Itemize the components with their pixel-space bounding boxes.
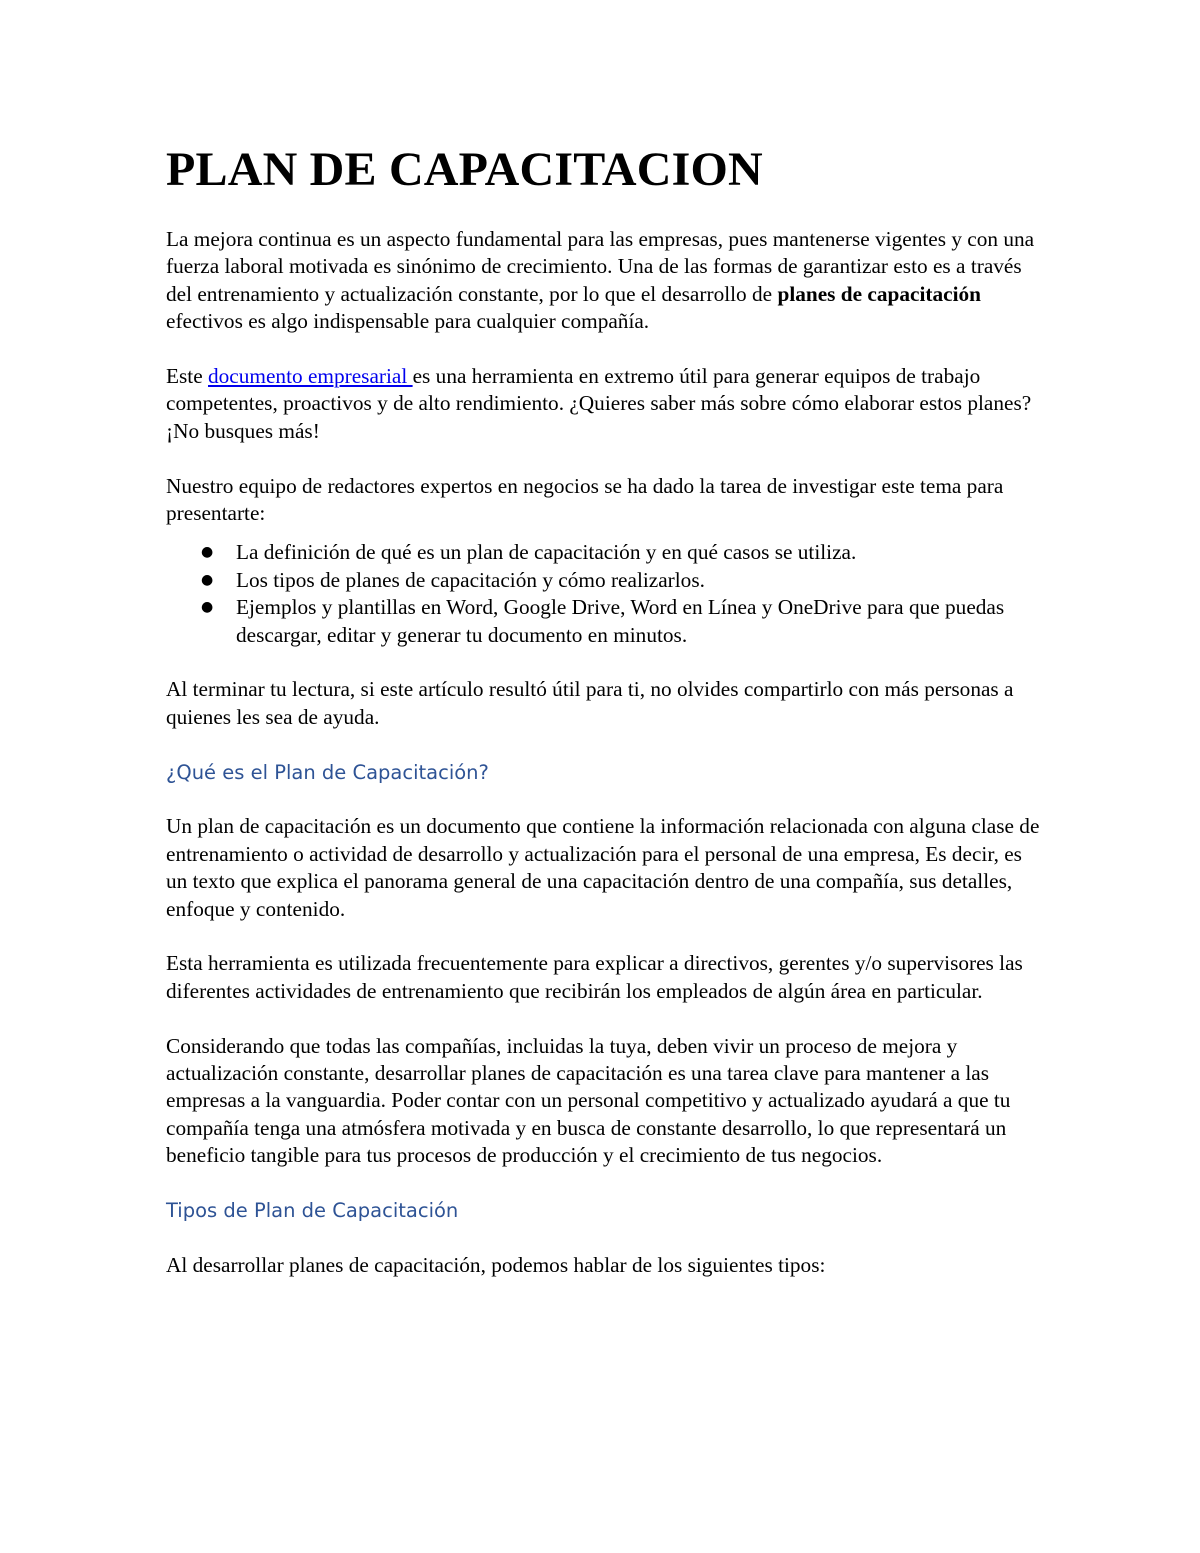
- list-item: [201, 594, 1046, 649]
- improvement-paragraph: Considerando que todas las compañías, incluidas la tuya, deben vivir un proceso de mejora y actualización constante, desarrollar planes de capacitación es una tarea clave para mantener a las empresas a la vanguardia. Poder contar con un personal competitivo y actualizado ayudará a que tu compañía tenga una atmósfera motivada y en busca de constante desarrollo, lo que representará un beneficio tangible para tus procesos de producción y el crecimiento de tus negocios.: [166, 1033, 1011, 1168]
- list-item-text: La definición de qué es un plan de capacitación y en qué casos se utiliza.: [236, 540, 857, 565]
- intro-bold-phrase: planes de capacitación: [777, 281, 981, 306]
- paragraph-text-start: Este: [166, 364, 208, 389]
- topics-list: [166, 539, 1046, 649]
- list-item-text: Ejemplos y plantillas en Word, Google Drive, Word en Línea y OneDrive para que puedas descargar, editar y generar tu documento en minutos.: [236, 595, 1005, 647]
- list-item: [201, 539, 1046, 566]
- bullet-icon: ●: [201, 571, 214, 588]
- section-heading-types: Tipos de Plan de Capacitación: [166, 1199, 459, 1223]
- document-body: [166, 138, 1046, 1307]
- paragraph-text-end: es una herramienta en extremo útil para generar equipos de trabajo competentes, proactivos y de alto rendimiento. ¿Quieres saber más sobre cómo elaborar estos planes? ¡No busques más!: [166, 364, 1032, 443]
- section-heading-definition: ¿Qué es el Plan de Capacitación?: [166, 760, 489, 784]
- page-title: PLAN DE CAPACITACION: [166, 143, 763, 196]
- documento-empresarial-link[interactable]: documento empresarial: [208, 364, 413, 389]
- definition-paragraph: Un plan de capacitación es un documento que contiene la información relacionada con alguna clase de entrenamiento o actividad de desarrollo y actualización para el personal de una empresa, Es decir, es un texto que explica el panorama general de una capacitación dentro de una compañía, sus detalles, enfoque y contenido.: [166, 814, 1040, 921]
- list-item-text: Los tipos de planes de capacitación y cómo realizarlos.: [236, 567, 705, 592]
- team-paragraph: Nuestro equipo de redactores expertos en negocios se ha dado la tarea de investigar este tema para presentarte:: [166, 473, 1004, 526]
- types-intro-paragraph: Al desarrollar planes de capacitación, podemos hablar de los siguientes tipos:: [166, 1252, 826, 1277]
- usage-paragraph: Esta herramienta es utilizada frecuentemente para explicar a directivos, gerentes y/o supervisores las diferentes actividades de entrenamiento que recibirán los empleados de algún área en particular.: [166, 951, 1023, 1003]
- intro-paragraph: [166, 226, 1046, 336]
- intro-text-start: La mejora continua es un aspecto fundamental para las empresas, pues mantenerse vigentes y con una fuerza laboral motivada es sinónimo de crecimiento. Una de las formas de garantizar esto es a través del entrenamiento y actualización constante, por lo que el desarrollo de: [166, 227, 1035, 306]
- list-item: [201, 567, 1046, 594]
- document-tool-paragraph: [166, 363, 1046, 445]
- bullet-icon: ●: [201, 599, 214, 616]
- intro-text-end: efectivos es algo indispensable para cualquier compañía.: [166, 309, 650, 334]
- share-paragraph: Al terminar tu lectura, si este artículo resultó útil para ti, no olvides compartirlo con más personas a quienes les sea de ayuda.: [166, 677, 1014, 729]
- bullet-icon: ●: [201, 544, 214, 561]
